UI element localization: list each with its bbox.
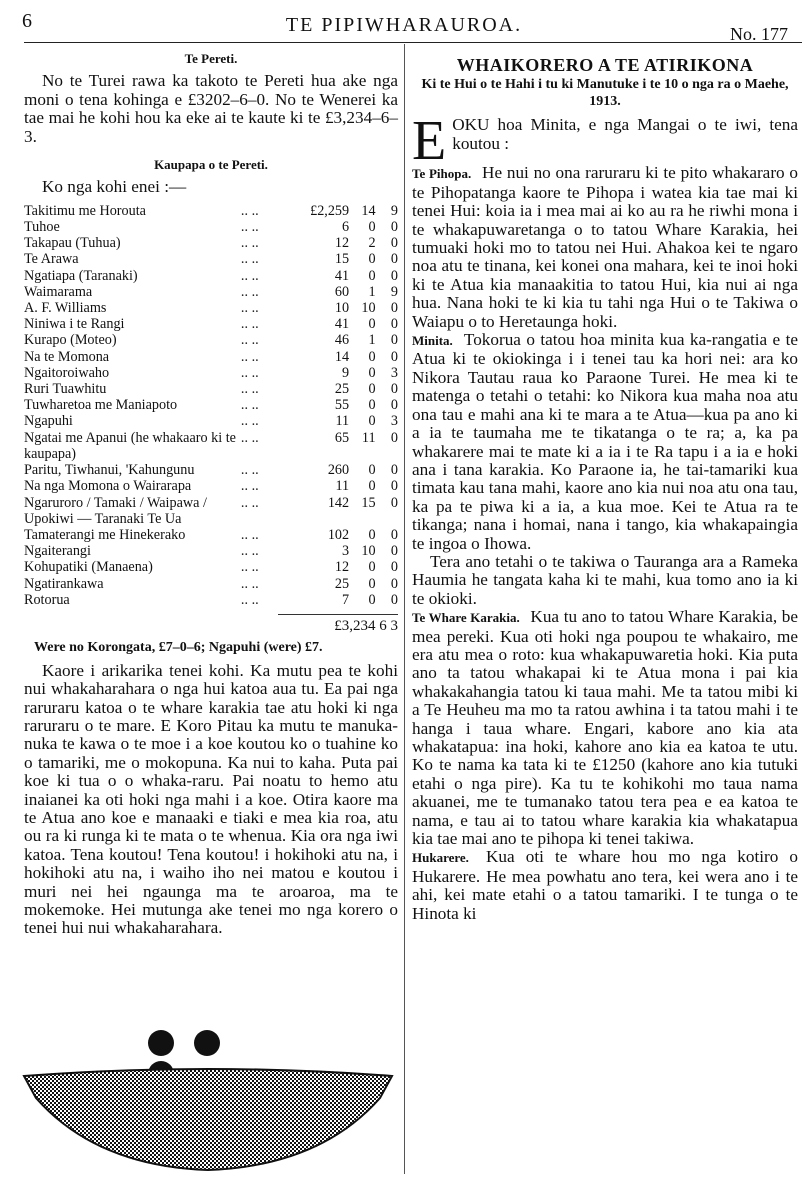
leader-dots: .. .. bbox=[240, 348, 259, 365]
tauranga-paragraph: Tera ano tetahi o te takiwa o Tauranga ara a Rameka Haumia he tangata kaha ki te mahi, kua tomo ano ia ki te okioki. bbox=[412, 551, 798, 608]
collection-name: Te Arawa bbox=[24, 251, 79, 268]
column-divider bbox=[404, 44, 405, 1174]
collection-name: Na te Momona bbox=[24, 348, 110, 365]
amount-pence: 9 bbox=[390, 202, 398, 219]
collection-name: Niniwa i te Rangi bbox=[24, 316, 125, 333]
leader-dots: .. .. bbox=[240, 202, 259, 219]
collection-row bbox=[24, 430, 398, 462]
collection-row bbox=[24, 462, 398, 478]
amount-pence: 0 bbox=[390, 300, 398, 317]
amount-pounds: 25 bbox=[334, 575, 350, 592]
amount-pence: 0 bbox=[390, 575, 398, 592]
amount-pounds: 12 bbox=[334, 235, 350, 252]
collections-total: £3,234 6 3 bbox=[278, 614, 398, 635]
collection-name: Ruri Tuawhitu bbox=[24, 381, 107, 398]
collection-name: Kohupatiki (Manaena) bbox=[24, 559, 153, 576]
minita-text: Tokorua o tatou hoa minita kua ka-rangatia e te Atua ki te okiokinga i i tenei tau ka hori nei: ara ko Nikora Tautau raua ko Paraone Turei. He mea ki te matenga o tetahi o tetahi: ko Nikora kua maha noa atu ona tau e mahi ana ki te mara a te Atua—kua pa ano ki a ia te taumaha me te tikatanga o te ra; a, ka pa whakarere mai te mate ki a ia i te Ra tapu i a ia e hoki ana i tana karakia. Ko Paraone ia, he tai-tamariki kua timata kau tana mahi, kaore ano kia nui noa atu ona tau, ka pa te piwa ki a ia, a kua moe. Kei te Atua ra te tikanga; nana i homai, nana i tango, kia whakapaingia te ingoa o Ihowa. bbox=[412, 330, 798, 553]
amount-pence: 0 bbox=[390, 235, 398, 252]
right-column bbox=[412, 48, 798, 923]
amount-shillings: 11 bbox=[361, 429, 376, 446]
collection-name: A. F. Williams bbox=[24, 300, 107, 317]
article-subheadline: Ki te Hui o te Hahi i tu ki Manutuke i te 10 o nga ra o Maehe, 1913. bbox=[421, 77, 789, 110]
amount-pence: 0 bbox=[390, 591, 398, 608]
amount-pounds: 11 bbox=[335, 478, 350, 495]
leader-dots: .. .. bbox=[240, 316, 259, 333]
collection-row bbox=[24, 381, 398, 397]
amount-pence: 0 bbox=[390, 332, 398, 349]
amount-pounds: 15 bbox=[334, 251, 350, 268]
amount-shillings: 0 bbox=[368, 251, 376, 268]
whare-text: Kua tu ano to tatou Whare Karakia, be mea pereki. Kua oti hoki nga poupou te whakairo, me era atu mea o roto: kua whakapuwaretia hoki. Kia puta ano ta tatou whakapai ki te Atua mona i pai kia whakakahangia tatou ki taua mahi. Me ta tatou mibi ki a Te Heuheu ma mo ta ratou awhina i ta tatou mahi i te hanga i taua whare. Engari, kabore ano kia ata whakatapua: ina hoki, kahore ano kia ea katoa te utu. Ko te nama ka tata ki te £1250 (kahore ano kia tutuki etahi o nga pire). Ka tu te kohikohi mo taua nama akuanei, me te tumanako tatou tera pea e ea katoa te nama, e tau ai to tatou whare karakia kia whakatapua kia tae mai ano te pihopa ki tenei takiwa. bbox=[412, 607, 798, 849]
amount-pence: 3 bbox=[390, 364, 398, 381]
amount-pence: 0 bbox=[390, 559, 398, 576]
amount-pence: 0 bbox=[390, 526, 398, 543]
hukarere-text: Kua oti te whare hou mo nga kotiro o Hukarere. He mea powhatu ano tera, kei wera ano i te ahi, kei mate etahi o a tatou tamariki. I te tunga o te Hinota ki bbox=[412, 847, 798, 923]
amount-pounds: 6 bbox=[342, 219, 350, 236]
amount-shillings: 0 bbox=[368, 316, 376, 333]
collection-row bbox=[24, 543, 398, 559]
collection-row bbox=[24, 316, 398, 332]
leader-dots: .. .. bbox=[240, 478, 259, 495]
amount-shillings: 1 bbox=[368, 283, 376, 300]
amount-pounds: 60 bbox=[334, 283, 350, 300]
amount-shillings: 0 bbox=[368, 526, 376, 543]
amount-pounds: 9 bbox=[342, 364, 350, 381]
pereti-paragraph: No te Turei rawa ka takoto te Pereti hua ake nga moni o tena kohinga e £3202–6–0. No te Wenerei ka tae mai he kohi hou ka eke ai te kaute ki te £3,234–6–3. bbox=[24, 71, 398, 146]
collections-table bbox=[24, 203, 398, 608]
collection-row bbox=[24, 559, 398, 575]
collection-name: Rotorua bbox=[24, 591, 70, 608]
leader-dots: .. .. bbox=[240, 526, 259, 543]
amount-pence: 3 bbox=[390, 413, 398, 430]
amount-pence: 0 bbox=[390, 219, 398, 236]
leader-dots: .. .. bbox=[240, 283, 259, 300]
collection-row bbox=[24, 219, 398, 235]
leader-dots: .. .. bbox=[240, 413, 259, 430]
amount-shillings: 0 bbox=[368, 267, 376, 284]
collection-name: Tuhoe bbox=[24, 219, 60, 236]
collection-row bbox=[24, 332, 398, 348]
leader-dots: .. .. bbox=[240, 251, 259, 268]
amount-shillings: 0 bbox=[368, 462, 376, 479]
collection-name: Ngatiapa (Taranaki) bbox=[24, 267, 138, 284]
amount-shillings: 0 bbox=[368, 559, 376, 576]
amount-pounds: 3 bbox=[342, 543, 350, 560]
amount-pence: 0 bbox=[390, 429, 398, 446]
collection-row bbox=[24, 397, 398, 413]
pihopa-text: He nui no ona raruraru ki te pito whakararo o te Pihopatanga kaore te Pihopa i watea kia tae mai ki tenei Hui: koia ia i mea mai ai ko au ra he riwhi mona i te whakapuwaretanga o to tatou Whare Karakia, hei tumuaki hoki mo to tatou nei Hui. Ahakoa kei te ngaro noa atu te tinana, kei konei ona mahara, kei te inoi hoki ki te Atua kia manaakitia to tatou Hui, kia nui ai nga hua. Nana hoki te ki kia tu tahi nga Hui o te Takiwa o Waiapu o to Heretaunga hoki. bbox=[412, 163, 799, 331]
collection-row bbox=[24, 478, 398, 494]
collection-row bbox=[24, 251, 398, 267]
leader-dots: .. .. bbox=[240, 575, 259, 592]
collection-row bbox=[24, 284, 398, 300]
kohi-intro: Ko nga kohi enei :— bbox=[42, 177, 187, 197]
collection-row bbox=[24, 349, 398, 365]
ornament-row bbox=[140, 1030, 270, 1060]
amount-pounds: 7 bbox=[342, 591, 350, 608]
leader-dots: .. .. bbox=[240, 397, 259, 414]
amount-shillings: 0 bbox=[368, 397, 376, 414]
amount-shillings: 0 bbox=[368, 219, 376, 236]
amount-pounds: 12 bbox=[334, 559, 350, 576]
hukarere-label: Hukarere. bbox=[412, 850, 469, 866]
leader-dots: .. .. bbox=[240, 332, 259, 349]
leader-dots: .. .. bbox=[240, 381, 259, 398]
amount-shillings: 10 bbox=[361, 543, 376, 560]
article-headline: WHAIKORERO A TE ATIRIKONA bbox=[456, 55, 754, 75]
collection-name: Ngatirankawa bbox=[24, 575, 104, 592]
amount-pounds: 41 bbox=[334, 316, 350, 333]
collection-name: Takitimu me Horouta bbox=[24, 202, 146, 219]
amount-pence: 9 bbox=[390, 283, 398, 300]
ornament-icon bbox=[194, 1030, 220, 1056]
amount-shillings: 0 bbox=[368, 348, 376, 365]
collection-name: Paritu, Tiwhanui, 'Kahungunu bbox=[24, 462, 195, 479]
collection-name: Na nga Momona o Wairarapa bbox=[24, 478, 192, 495]
amount-shillings: 0 bbox=[368, 381, 376, 398]
whare-paragraph bbox=[412, 608, 798, 848]
opening-text: OKU hoa Minita, e nga Mangai o te iwi, tena koutou : bbox=[452, 115, 798, 153]
collection-row bbox=[24, 235, 398, 251]
amount-pounds: 25 bbox=[334, 381, 350, 398]
pereti-heading: Te Pereti. bbox=[184, 51, 238, 66]
amount-shillings: 15 bbox=[361, 494, 376, 511]
amount-pence: 0 bbox=[390, 381, 398, 398]
minita-label: Minita. bbox=[412, 333, 453, 349]
amount-pounds: 55 bbox=[334, 397, 350, 414]
leader-dots: .. .. bbox=[240, 494, 259, 511]
pihopa-label: Te Pihopa. bbox=[412, 166, 472, 182]
left-column bbox=[24, 48, 398, 938]
leader-dots: .. .. bbox=[240, 364, 259, 381]
leader-dots: .. .. bbox=[240, 591, 259, 608]
amount-pounds: 260 bbox=[327, 462, 350, 479]
leader-dots: .. .. bbox=[240, 300, 259, 317]
collection-row bbox=[24, 527, 398, 543]
ornament-icon bbox=[148, 1030, 174, 1056]
amount-pounds: 41 bbox=[334, 267, 350, 284]
collection-name: Takapau (Tuhua) bbox=[24, 235, 121, 252]
amount-pounds: 65 bbox=[334, 429, 350, 446]
hukarere-paragraph bbox=[412, 848, 798, 923]
amount-pounds: 102 bbox=[327, 526, 350, 543]
collection-name: Tamaterangi me Hinekerako bbox=[24, 526, 186, 543]
decorative-bowl-engraving bbox=[20, 1068, 396, 1172]
amount-pounds: 11 bbox=[335, 413, 350, 430]
amount-pence: 0 bbox=[390, 348, 398, 365]
amount-shillings: 0 bbox=[368, 575, 376, 592]
collection-name: Kurapo (Moteo) bbox=[24, 332, 117, 349]
amount-pence: 0 bbox=[390, 478, 398, 495]
publication-title: TE PIPIWHARAUROA. bbox=[285, 14, 523, 36]
collection-name: Ngapuhi bbox=[24, 413, 73, 430]
amount-shillings: 0 bbox=[368, 478, 376, 495]
kaupapa-heading: Kaupapa o te Pereti. bbox=[154, 157, 268, 173]
minita-paragraph bbox=[412, 331, 798, 553]
collection-name: Ngaruroro / Tamaki / Waipawa / Upokiwi — Taranaki Te Ua bbox=[24, 494, 207, 527]
opening-paragraph bbox=[412, 110, 798, 173]
collection-name: Ngatai me Apanui (he whakaaro ki te kaupapa) bbox=[24, 429, 236, 462]
leader-dots: .. .. bbox=[240, 267, 259, 284]
collection-name: Ngaitoroiwaho bbox=[24, 364, 110, 381]
collection-row bbox=[24, 495, 398, 527]
amount-shillings: 0 bbox=[368, 591, 376, 608]
amount-shillings: 0 bbox=[368, 413, 376, 430]
leader-dots: .. .. bbox=[240, 543, 259, 560]
pihopa-paragraph bbox=[412, 164, 798, 331]
page-number: 6 bbox=[22, 10, 32, 32]
amount-pence: 0 bbox=[390, 462, 398, 479]
collection-row bbox=[24, 576, 398, 592]
amount-pence: 0 bbox=[390, 316, 398, 333]
issue-number: No. 177 bbox=[730, 24, 788, 44]
amount-pounds: 14 bbox=[334, 348, 350, 365]
collection-name: Tuwharetoa me Maniapoto bbox=[24, 397, 178, 414]
whare-label: Te Whare Karakia. bbox=[412, 610, 520, 626]
amount-shillings: 2 bbox=[368, 235, 376, 252]
amount-shillings: 14 bbox=[361, 202, 376, 219]
leader-dots: .. .. bbox=[240, 429, 259, 446]
collection-name: Waimarama bbox=[24, 283, 93, 300]
amount-pence: 0 bbox=[390, 251, 398, 268]
collection-name: Ngaiterangi bbox=[24, 543, 91, 560]
amount-pounds: 46 bbox=[334, 332, 350, 349]
collection-row bbox=[24, 268, 398, 284]
header-rule bbox=[24, 42, 802, 43]
amount-pence: 0 bbox=[390, 397, 398, 414]
leader-dots: .. .. bbox=[240, 219, 259, 236]
amount-pence: 0 bbox=[390, 543, 398, 560]
amount-shillings: 1 bbox=[368, 332, 376, 349]
amount-pounds: £2,259 bbox=[310, 202, 350, 219]
amount-shillings: 0 bbox=[368, 364, 376, 381]
drop-cap: E bbox=[412, 110, 447, 173]
amount-pounds: 10 bbox=[334, 300, 350, 317]
page-header bbox=[0, 4, 808, 44]
leader-dots: .. .. bbox=[240, 462, 259, 479]
amount-pounds: 142 bbox=[327, 494, 350, 511]
amount-pence: 0 bbox=[390, 494, 398, 511]
amount-pence: 0 bbox=[390, 267, 398, 284]
collection-row bbox=[24, 365, 398, 381]
leader-dots: .. .. bbox=[240, 559, 259, 576]
leader-dots: .. .. bbox=[240, 235, 259, 252]
collection-row bbox=[24, 300, 398, 316]
amount-shillings: 10 bbox=[361, 300, 376, 317]
were-line: Were no Korongata, £7–0–6; Ngapuhi (were) £7. bbox=[34, 640, 323, 656]
collection-row bbox=[24, 413, 398, 429]
closing-paragraph: Kaore i arikarika tenei kohi. Ka mutu pea te kohi nui whakaharahara o nga hui katoa aua tu. Ea pai nga raruraru katoa o te whare karakia tae atu hoki ki nga raruraru o te mare. E Koro Pitau ka mutu te manuka-nuka te kawa o te moe i a koe koutou ko o tuahine ko o tamariki, me o mokopuna. Ka nui to kaha. Puta pai koe ki tua o o whaka-raru. Pai noatu to hemo atu inaianei ka oti hoki nga mahi i a koe. Otira kaore ma te Atua ano koe e manaaki e tiaki e mea kia roa, atu ou ra ki runga ki te mata o te whenua. Kia ora nga iwi katoa. Tena koutou! Tena koutou! i hokihoki atu na, i hokihoki atu na, i waiho iho nei matou e koutou i muri nei hei ngaunga ma te aroaroa, ma te mokemoke. Hei mutunga ake tenei mo nga korero o tenei hui nui whakaharahara. bbox=[24, 660, 398, 938]
collection-row bbox=[24, 203, 398, 219]
collection-row bbox=[24, 592, 398, 608]
